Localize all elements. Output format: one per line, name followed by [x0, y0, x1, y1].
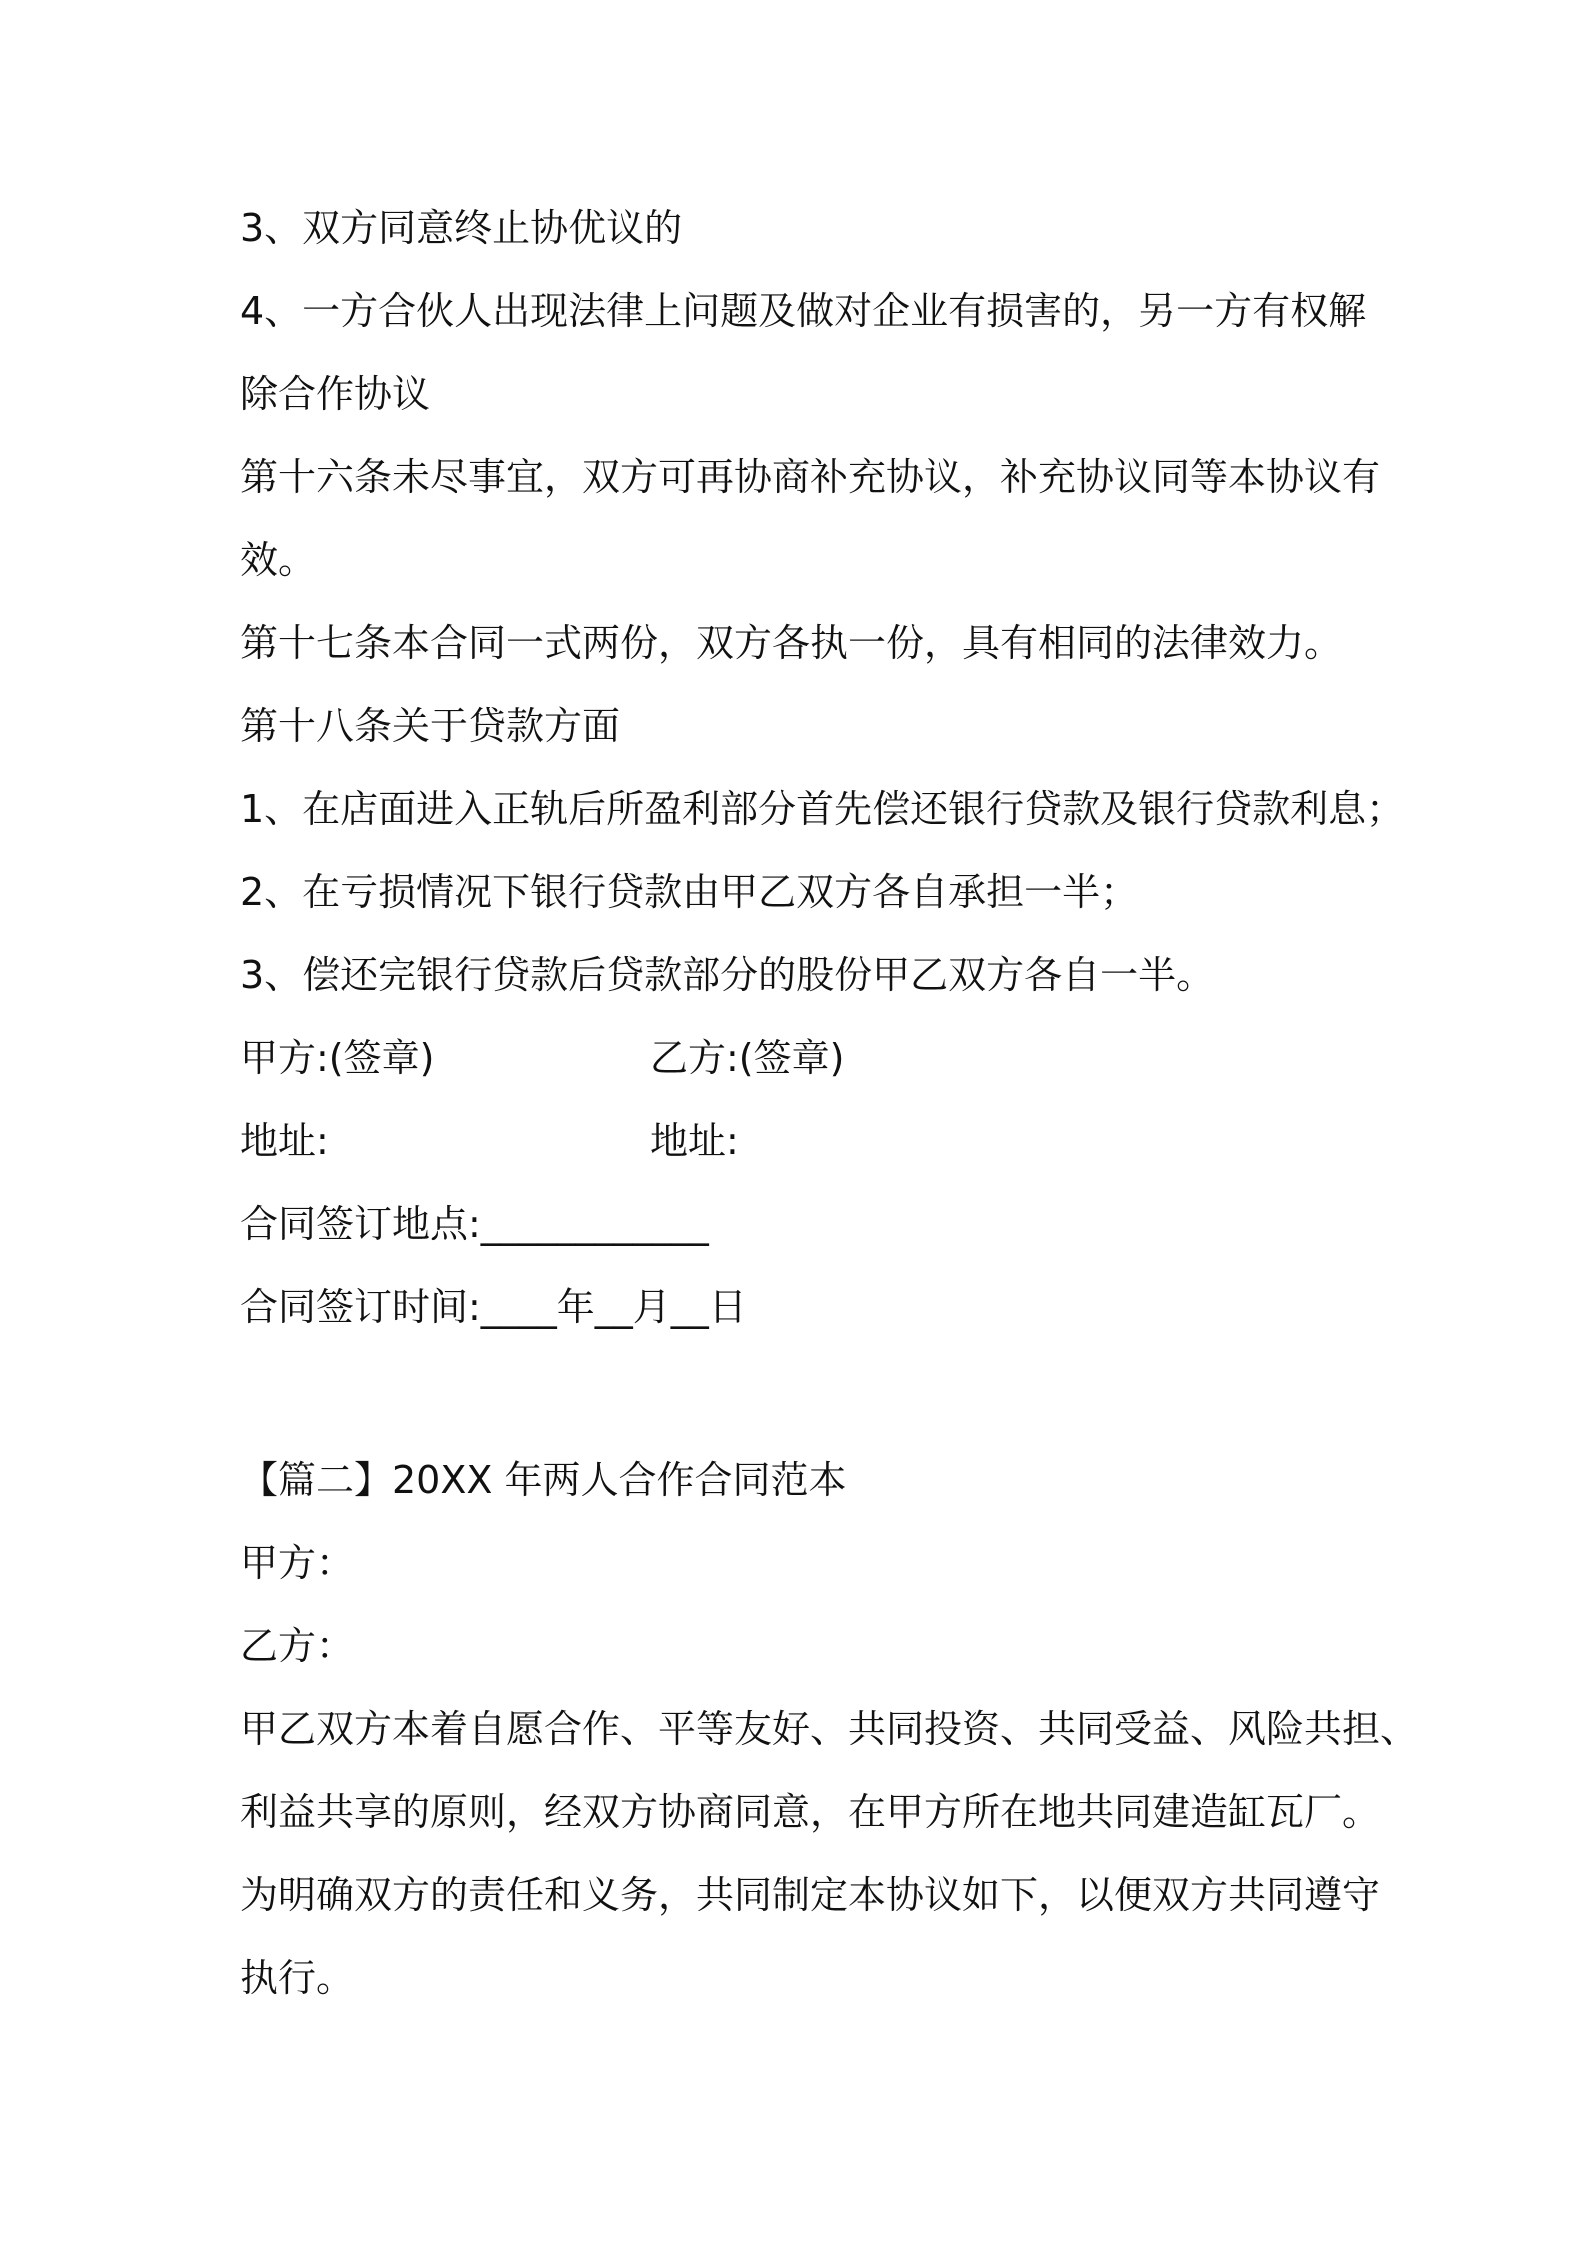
- sign-time-line: 合同签订时间:____年__月__日: [240, 1285, 747, 1329]
- section-2-paragraph-line: 甲乙双方本着自愿合作、平等友好、共同投资、共同受益、风险共担、: [240, 1707, 1419, 1751]
- clause-line: 除合作协议: [240, 372, 431, 416]
- loan-clause-line: 3、偿还完银行贷款后贷款部分的股份甲乙双方各自一半。: [240, 953, 1215, 997]
- clause-line: 4、一方合伙人出现法律上问题及做对企业有损害的，另一方有权解: [240, 289, 1367, 333]
- article-16-line: 第十六条未尽事宜，双方可再协商补充协议，补充协议同等本协议有: [240, 455, 1381, 499]
- section-2-paragraph-line: 利益共享的原则，经双方协商同意，在甲方所在地共同建造缸瓦厂。: [240, 1790, 1381, 1834]
- signature-address-row: [240, 1116, 1340, 1166]
- loan-clause-line: 2、在亏损情况下银行贷款由甲乙双方各自承担一半；: [240, 870, 1139, 914]
- clause-line: 3、双方同意终止协优议的: [240, 206, 683, 250]
- party-a-address: 地址:: [240, 1119, 329, 1163]
- section-2-title: 【篇二】20XX 年两人合作合同范本: [240, 1458, 847, 1502]
- party-a-seal: 甲方:(签章): [240, 1036, 435, 1080]
- section-2-party-b: 乙方：: [240, 1624, 355, 1668]
- sign-place-line: 合同签订地点:____________: [240, 1202, 709, 1246]
- party-b-address: 地址:: [650, 1119, 739, 1163]
- article-16-line: 效。: [240, 538, 317, 582]
- party-b-seal: 乙方:(签章): [650, 1036, 845, 1080]
- loan-clause-line: 1、在店面进入正轨后所盈利部分首先偿还银行贷款及银行贷款利息；: [240, 787, 1405, 831]
- article-17-line: 第十七条本合同一式两份，双方各执一份，具有相同的法律效力。: [240, 621, 1343, 665]
- section-2-party-a: 甲方：: [240, 1541, 355, 1585]
- article-18-heading: 第十八条关于贷款方面: [240, 704, 621, 748]
- section-2-paragraph-line: 为明确双方的责任和义务，共同制定本协议如下，以便双方共同遵守: [240, 1873, 1381, 1917]
- signature-seal-row: [240, 1033, 1340, 1083]
- section-2-paragraph-line: 执行。: [240, 1956, 355, 2000]
